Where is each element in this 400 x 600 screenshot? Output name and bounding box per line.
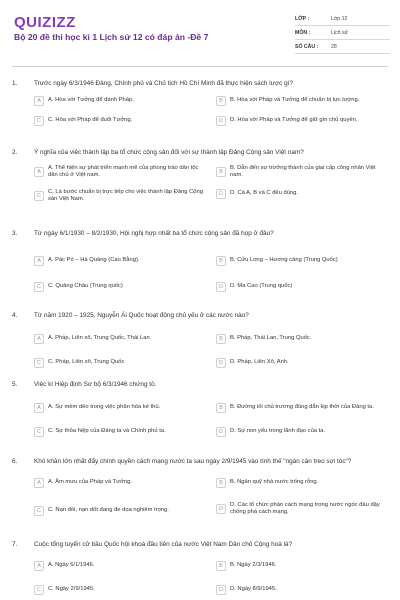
option-text: A. Ngày 6/1/1946. bbox=[48, 562, 95, 569]
question-text: Khó khăn lớn nhất đẩy chính quyền cách mạng nước ta sau ngày 2/9/1945 vào tình thế "ngàn cân treo sợi tóc"? bbox=[34, 458, 352, 465]
option-text: A. Pháp, Liên xô, Trung Quốc, Thái Lan bbox=[48, 335, 150, 342]
option-letter-badge: C bbox=[34, 282, 44, 292]
question-number: 5. bbox=[12, 381, 18, 388]
question-2 bbox=[12, 149, 388, 203]
question-header bbox=[12, 149, 388, 157]
option-letter-badge: D bbox=[216, 116, 226, 126]
option-text: A. Pác Pó – Hà Quảng (Cao Bằng). bbox=[48, 257, 140, 264]
option-text: C. Ngày 2/9/1945. bbox=[48, 586, 95, 593]
question-header bbox=[12, 80, 388, 88]
question-4 bbox=[12, 312, 388, 366]
option-b[interactable] bbox=[216, 478, 386, 488]
option-text: B. Đường lối chủ trương đúng đắn kịp thời của Đảng ta. bbox=[230, 404, 374, 411]
option-text: C. Là bước chuẩn bị trực tiếp cho việc thành lập Đảng Cộng sản Việt Nam. bbox=[48, 189, 203, 203]
question-6 bbox=[12, 458, 388, 516]
option-c[interactable] bbox=[34, 506, 204, 516]
option-text: B. Ngày 2/3/1946. bbox=[230, 562, 277, 569]
option-text: D. Hòa với Pháp và Tưởng để giữ gìn chủ quyền. bbox=[230, 117, 358, 124]
option-text: D. Ngày 8/9/1945. bbox=[230, 586, 277, 593]
meta-value: Lịch sử bbox=[331, 29, 349, 36]
question-5 bbox=[12, 381, 388, 435]
option-text: C. Quảng Châu (Trung quốc) bbox=[48, 283, 123, 290]
question-text: Ý nghĩa của việc thành lập ba tổ chức cộng sản đối với sự thành lập Đảng Cộng sản Việt nam? bbox=[34, 149, 304, 156]
meta-row-count bbox=[295, 40, 390, 54]
option-b[interactable] bbox=[216, 403, 386, 413]
quizizz-logo: QUIZIZZ bbox=[14, 14, 76, 31]
option-text: B. Ngân quỹ nhà nước trống rỗng. bbox=[230, 479, 319, 486]
option-text: A. Thể hiện sự phát triển mạnh mẽ của phong trào dân tộc dân chủ ở Việt nam. bbox=[48, 165, 199, 179]
option-letter-badge: C bbox=[34, 116, 44, 126]
option-text: B. Hòa với Pháp và Tưởng để chuẩn bị lực lượng. bbox=[230, 97, 360, 104]
option-text: B. Pháp, Thái Lan, Trung Quốc. bbox=[230, 335, 312, 342]
option-letter-badge: C bbox=[34, 506, 44, 516]
question-3 bbox=[12, 230, 388, 290]
question-header bbox=[12, 381, 388, 389]
document-title: Bộ 20 đề thi học kì 1 Lịch sử 12 có đáp án -Đề 7 bbox=[14, 32, 209, 42]
option-letter-badge: A bbox=[34, 561, 44, 571]
option-letter-badge: A bbox=[34, 334, 44, 344]
option-letter-badge: A bbox=[34, 167, 44, 177]
question-header bbox=[12, 312, 388, 320]
option-text: D. Sự non yếu trong lãnh đạo của ta. bbox=[230, 428, 326, 435]
question-text: Từ năm 1920 – 1925, Nguyễn Ái Quốc hoạt động chủ yếu ở các nước nào? bbox=[34, 312, 249, 319]
meta-row-subject bbox=[295, 26, 390, 40]
option-text: D. Cả A, B và C đều đúng. bbox=[230, 190, 298, 197]
option-a[interactable] bbox=[34, 165, 204, 179]
option-letter-badge: D bbox=[216, 585, 226, 595]
option-text: A. Hòa với Tưởng để đánh Pháp. bbox=[48, 97, 134, 104]
option-letter-badge: D bbox=[216, 358, 226, 368]
option-d[interactable] bbox=[216, 189, 386, 199]
question-number: 7. bbox=[12, 541, 18, 548]
option-b[interactable] bbox=[216, 256, 386, 266]
option-letter-badge: C bbox=[34, 191, 44, 201]
option-letter-badge: D bbox=[216, 189, 226, 199]
question-number: 1. bbox=[12, 80, 18, 87]
option-text: D. Pháp, Liên Xô, Anh. bbox=[230, 359, 289, 366]
option-a[interactable] bbox=[34, 334, 204, 344]
question-number: 2. bbox=[12, 149, 18, 156]
option-letter-badge: B bbox=[216, 403, 226, 413]
option-a[interactable] bbox=[34, 256, 204, 266]
option-c[interactable] bbox=[34, 282, 204, 292]
option-letter-badge: D bbox=[216, 504, 226, 514]
question-text: Cuộc tổng tuyển cử bầu Quốc hội khoá đầu tiên của nước Việt Nam Dân chủ Cộng hoà là? bbox=[34, 541, 293, 548]
option-letter-badge: B bbox=[216, 334, 226, 344]
option-letter-badge: A bbox=[34, 478, 44, 488]
meta-row-class bbox=[295, 12, 390, 26]
option-d[interactable] bbox=[216, 116, 386, 126]
question-7 bbox=[12, 541, 388, 593]
meta-value: 28 bbox=[331, 43, 337, 50]
option-c[interactable] bbox=[34, 189, 204, 203]
question-header bbox=[12, 458, 388, 466]
meta-label: LỚP : bbox=[295, 15, 310, 22]
option-text: C. Nạn đói, nạn dốt đang đe dọa nghiêm trọng. bbox=[48, 507, 169, 514]
option-d[interactable] bbox=[216, 427, 386, 437]
option-letter-badge: B bbox=[216, 256, 226, 266]
option-b[interactable] bbox=[216, 165, 386, 179]
option-text: B. Cửu Long – Hương cảng (Trung Quốc) bbox=[230, 257, 338, 264]
option-c[interactable] bbox=[34, 585, 204, 595]
option-text: C. Sự thỏa hiệp của Đảng ta và Chính phủ ta. bbox=[48, 428, 166, 435]
meta-value: Lớp 12 bbox=[331, 15, 348, 22]
option-letter-badge: A bbox=[34, 403, 44, 413]
option-letter-badge: D bbox=[216, 282, 226, 292]
option-text: C. Pháp, Liên xô, Trung Quốc bbox=[48, 359, 125, 366]
option-letter-badge: B bbox=[216, 478, 226, 488]
option-text: D. Ma Cao (Trung quốc) bbox=[230, 283, 293, 290]
option-letter-badge: C bbox=[34, 585, 44, 595]
option-letter-badge: D bbox=[216, 427, 226, 437]
option-letter-badge: C bbox=[34, 358, 44, 368]
question-text: Từ ngày 6/1/1930 – 8/2/1930, Hội nghị hợp nhất ba tổ chức cộng sản đã họp ở đâu? bbox=[34, 230, 274, 237]
option-c[interactable] bbox=[34, 358, 204, 368]
option-letter-badge: C bbox=[34, 427, 44, 437]
option-b[interactable] bbox=[216, 561, 386, 571]
question-header bbox=[12, 541, 388, 549]
question-1 bbox=[12, 80, 388, 124]
option-c[interactable] bbox=[34, 116, 204, 126]
option-a[interactable] bbox=[34, 561, 204, 571]
option-text: A. Âm mưu của Pháp và Tưởng. bbox=[48, 479, 132, 486]
option-b[interactable] bbox=[216, 334, 386, 344]
option-text: A. Sự mềm dẻo trong việc phân hóa kẻ thù. bbox=[48, 404, 161, 411]
option-a[interactable] bbox=[34, 403, 204, 413]
option-text: B. Dẫn đến sự trưởng thành của giai cấp công nhân Việt nam. bbox=[230, 165, 376, 179]
option-letter-badge: B bbox=[216, 561, 226, 571]
question-number: 6. bbox=[12, 458, 18, 465]
document-header bbox=[0, 0, 400, 64]
option-text: D. Các tổ chức phản cách mạng trong nước ngóc đầu dậy chống phá cách mạng. bbox=[230, 502, 380, 516]
option-a[interactable] bbox=[34, 96, 204, 106]
option-text: C. Hòa với Pháp để đuổi Tưởng. bbox=[48, 117, 133, 124]
option-letter-badge: A bbox=[34, 96, 44, 106]
option-d[interactable] bbox=[216, 502, 386, 516]
question-text: Trước ngày 6/3/1946 Đảng, Chính phủ và Chủ tịch Hồ Chí Minh đã thực hiện sách lược gì? bbox=[34, 80, 293, 87]
option-d[interactable] bbox=[216, 358, 386, 368]
question-text: Việc kí Hiệp định Sơ bộ 6/3/1946 chứng tỏ. bbox=[34, 381, 157, 388]
question-header bbox=[12, 230, 388, 238]
option-b[interactable] bbox=[216, 96, 386, 106]
option-letter-badge: B bbox=[216, 96, 226, 106]
question-number: 4. bbox=[12, 312, 18, 319]
header-divider bbox=[12, 66, 388, 67]
option-letter-badge: B bbox=[216, 167, 226, 177]
option-c[interactable] bbox=[34, 427, 204, 437]
option-a[interactable] bbox=[34, 478, 204, 488]
meta-label: SỐ CÂU : bbox=[295, 43, 319, 50]
question-number: 3. bbox=[12, 230, 18, 237]
option-d[interactable] bbox=[216, 282, 386, 292]
meta-label: MÔN : bbox=[295, 29, 311, 36]
meta-table bbox=[295, 12, 390, 54]
option-d[interactable] bbox=[216, 585, 386, 595]
option-letter-badge: A bbox=[34, 256, 44, 266]
